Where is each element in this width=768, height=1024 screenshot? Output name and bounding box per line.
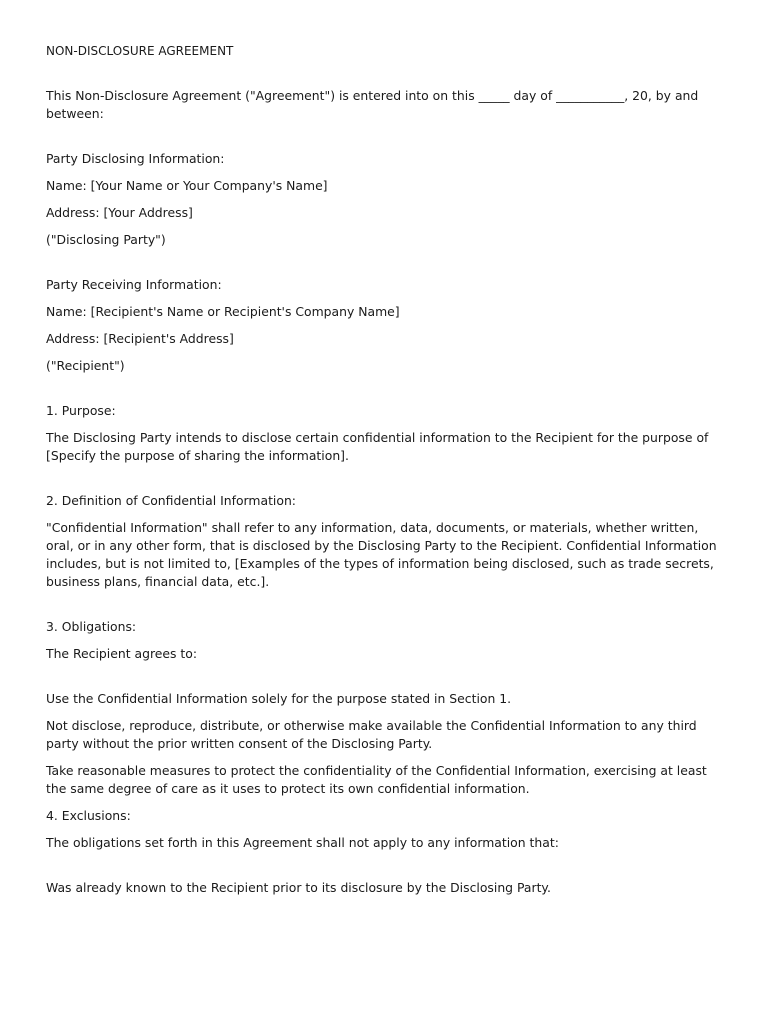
exclusion-item: Was already known to the Recipient prior to its disclosure by the Disclosing Party. [46,880,551,895]
receiving-party-address: Address: [Recipient's Address] [46,331,234,346]
disclosing-party-heading: Party Disclosing Information: [46,151,225,166]
spacer [46,132,724,150]
section-3-lead: The Recipient agrees to: [46,646,198,661]
receiving-party-heading: Party Receiving Information: [46,277,222,292]
section-2-heading: 2. Definition of Confidential Information: [46,493,296,508]
spacer [46,69,724,87]
disclosing-party-address: Address: [Your Address] [46,205,193,220]
section-1-body: The Disclosing Party intends to disclose certain confidential information to the Recipient for the purpose of [Specify the purpose of sharing the information]. [46,430,713,463]
disclosing-party-name: Name: [Your Name or Your Company's Name] [46,178,328,193]
receiving-party-name: Name: [Recipient's Name or Recipient's Company Name] [46,304,400,319]
obligation-item: Use the Confidential Information solely for the purpose stated in Section 1. [46,691,512,706]
spacer [46,384,724,402]
disclosing-party-role: ("Disclosing Party") [46,232,166,247]
document-title: NON-DISCLOSURE AGREEMENT [46,44,234,58]
spacer [46,474,724,492]
section-2-body: "Confidential Information" shall refer to any information, data, documents, or materials, whether written, oral, or in any other form, that is disclosed by the Disclosing Party to the Recipient. Confidential Information includes, but is not limited to, [Examples of the types of information being disclosed, such as trade secrets, business plans, financial data, etc.]. [46,520,721,589]
spacer [46,861,724,879]
section-1-heading: 1. Purpose: [46,403,116,418]
receiving-party-role: ("Recipient") [46,358,125,373]
spacer [46,258,724,276]
spacer [46,672,724,690]
obligation-item: Take reasonable measures to protect the confidentiality of the Confidential Information, exercising at least the same degree of care as it uses to protect its own confidential information. [46,763,711,796]
spacer [46,600,724,618]
intro-paragraph: This Non-Disclosure Agreement ("Agreement") is entered into on this _____ day of ___________, 20, by and between: [46,88,703,121]
section-4-lead: The obligations set forth in this Agreement shall not apply to any information that: [46,835,559,850]
obligation-item: Not disclose, reproduce, distribute, or otherwise make available the Confidential Information to any third party without the prior written consent of the Disclosing Party. [46,718,701,751]
section-4-heading: 4. Exclusions: [46,808,131,823]
section-3-heading: 3. Obligations: [46,619,137,634]
